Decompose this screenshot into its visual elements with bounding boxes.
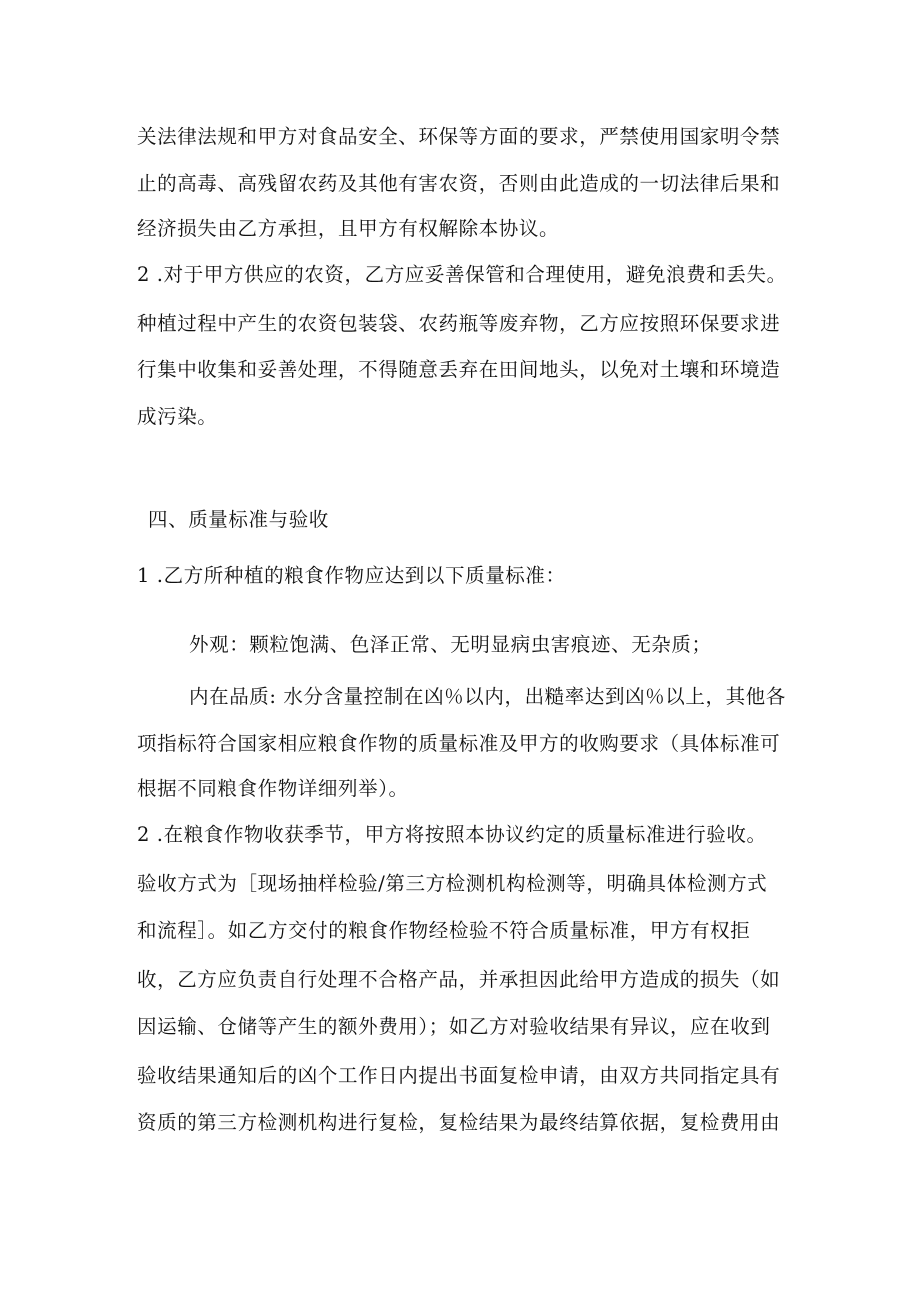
paragraph-line: 关法律法规和甲方对食品安全、环保等方面的要求，严禁使用国家明令禁 xyxy=(137,125,781,148)
item-line: 验收方式为［现场抽样检验/第三方检测机构检测等，明确具体检测方式 xyxy=(137,872,768,895)
quality-line: 根据不同粮食作物详细列举）。 xyxy=(137,777,409,800)
item-line: 因运输、仓储等产生的额外费用）；如乙方对验收结果有异议，应在收到 xyxy=(137,1015,771,1038)
item-line: 1 .乙方所种植的粮食作物应达到以下质量标准： xyxy=(137,564,566,587)
item-line: 收，乙方应负责自行处理不合格产品，并承担因此给甲方造成的损失（如 xyxy=(137,968,781,991)
section-heading: 四、质量标准与验收 xyxy=(148,508,329,531)
paragraph-line: 止的高毒、高残留农药及其他有害农资，否则由此造成的一切法律后果和 xyxy=(137,172,781,195)
quality-line: 内在品质: 水分含量控制在凶％以内，出糙率达到凶％以上，其他各 xyxy=(189,685,786,708)
item-line: 成污染。 xyxy=(137,405,218,428)
paragraph-line: 经济损失由乙方承担，且甲方有权解除本协议。 xyxy=(137,217,560,240)
appearance-line: 外观：颗粒饱满、色泽正常、无明显病虫害痕迹、无杂质； xyxy=(189,633,712,656)
item-line: 资质的第三方检测机构进行复检，复检结果为最终结算依据，复检费用由 xyxy=(137,1111,781,1134)
item-line: 2 .在粮食作物收获季节，甲方将按照本协议约定的质量标准进行验收。 xyxy=(137,823,767,846)
item-line: 2 .对于甲方供应的农资，乙方应妥善保管和合理使用，避免浪费和丢失。 xyxy=(137,263,787,286)
quality-line: 项指标符合国家相应粮食作物的质量标准及甲方的收购要求（具体标准可 xyxy=(137,732,781,755)
item-line: 行集中收集和妥善处理，不得随意丢弃在田间地头，以免对土壤和环境造 xyxy=(137,358,781,381)
item-line: 和流程］。如乙方交付的粮食作物经检验不符合质量标准，甲方有权拒 xyxy=(137,919,751,942)
item-line: 验收结果通知后的凶个工作日内提出书面复检申请，由双方共同指定具有 xyxy=(137,1064,781,1087)
item-line: 种植过程中产生的农资包装袋、农药瓶等废弃物，乙方应按照环保要求进 xyxy=(137,312,781,335)
